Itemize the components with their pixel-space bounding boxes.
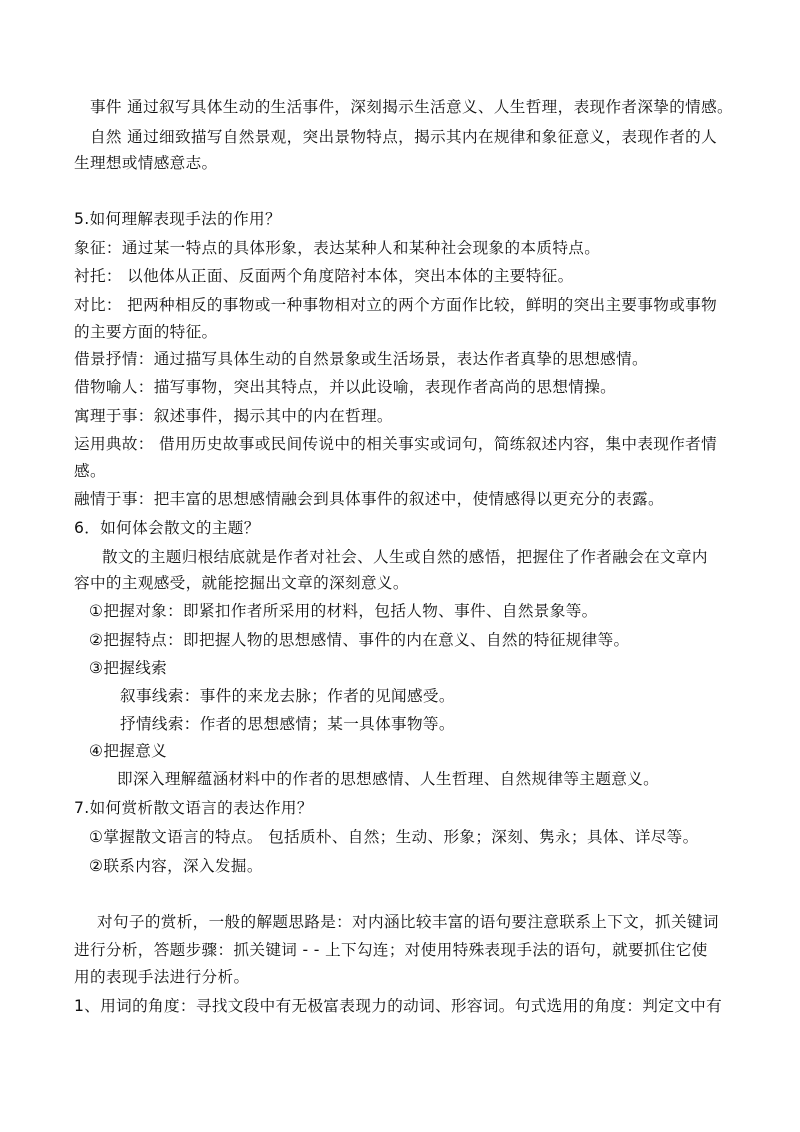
text-line: 散文的主题归根结底就是作者对社会、人生或自然的感悟，把握住了作者融会在文章内: [102, 548, 708, 566]
text-line: 融情于事：把丰富的思想感情融会到具体事件的叙述中，使情感得以更充分的表露。: [74, 490, 664, 508]
text-line: 容中的主观感受，就能挖掘出文章的深刻意义。: [74, 574, 409, 592]
text-line: ①把握对象：即紧扣作者所采用的材料，包括人物、事件、自然景象等。: [89, 602, 598, 620]
section-heading: 6．如何体会散文的主题？: [74, 519, 260, 537]
text-line: 叙事线索：事件的来龙去脉；作者的见闻感受。: [120, 687, 455, 705]
text-line: ④把握意义: [89, 742, 168, 760]
text-line: ②把握特点：即把握人物的思想感情、事件的内在意义、自然的特征规律等。: [89, 631, 630, 649]
text-line: 进行分析，答题步骤：抓关键词 - - 上下勾连；对使用特殊表现手法的语句，就要抓住它使: [74, 941, 708, 959]
text-line: ①掌握散文语言的特点。 包括质朴、自然；生动、形象；深刻、隽永；具体、详尽等。: [89, 828, 699, 846]
section-heading: 5.如何理解表现手法的作用？: [74, 210, 281, 228]
text-line: 寓理于事：叙述事件，揭示其中的内在哲理。: [74, 407, 393, 425]
text-line: 自然 通过细致描写自然景观，突出景物特点，揭示其内在规律和象征意义，表现作者的人: [74, 128, 718, 146]
text-line: 象征：通过某一特点的具体形象，表达某种人和某种社会现象的本质特点。: [74, 239, 601, 257]
text-line: 衬托： 以他体从正面、反面两个角度陪衬本体，突出本体的主要特征。: [74, 267, 574, 285]
text-line: 对比： 把两种相反的事物或一种事物相对立的两个方面作比较，鲜明的突出主要事物或事物: [74, 296, 718, 314]
text-line: 的主要方面的特征。: [74, 323, 218, 341]
text-line: 借物喻人：描写事物，突出其特点，并以此设喻，表现作者高尚的思想情操。: [74, 378, 617, 396]
text-line: 抒情线索：作者的思想感情；某一具体事物等。: [120, 715, 455, 733]
text-line: ③把握线索: [89, 659, 168, 677]
text-line: 事件 通过叙写具体生动的生活事件，深刻揭示生活意义、人生哲理，表现作者深挚的情感。: [74, 98, 734, 116]
text-line: 对句子的赏析，一般的解题思路是：对内涵比较丰富的语句要注意联系上下文，抓关键词: [97, 913, 719, 931]
text-line: 借景抒情：通过描写具体生动的自然景象或生活场景，表达作者真挚的思想感情。: [74, 350, 648, 368]
text-line: 即深入理解蕴涵材料中的作者的思想感情、人生哲理、自然规律等主题意义。: [117, 770, 660, 788]
text-line: 运用典故： 借用历史故事或民间传说中的相关事实或词句，简练叙述内容，集中表现作者情: [74, 435, 718, 453]
text-line: 1、用词的角度：寻找文段中有无极富表现力的动词、形容词。句式选用的角度：判定文中有: [74, 997, 723, 1015]
text-line: ②联系内容，深入发掘。: [89, 857, 263, 875]
text-line: 感。: [74, 462, 106, 480]
text-line: 生理想或情感意志。: [74, 154, 218, 172]
section-heading: 7.如何赏析散文语言的表达作用？: [74, 799, 313, 817]
text-line: 用的表现手法进行分析。: [74, 968, 250, 986]
